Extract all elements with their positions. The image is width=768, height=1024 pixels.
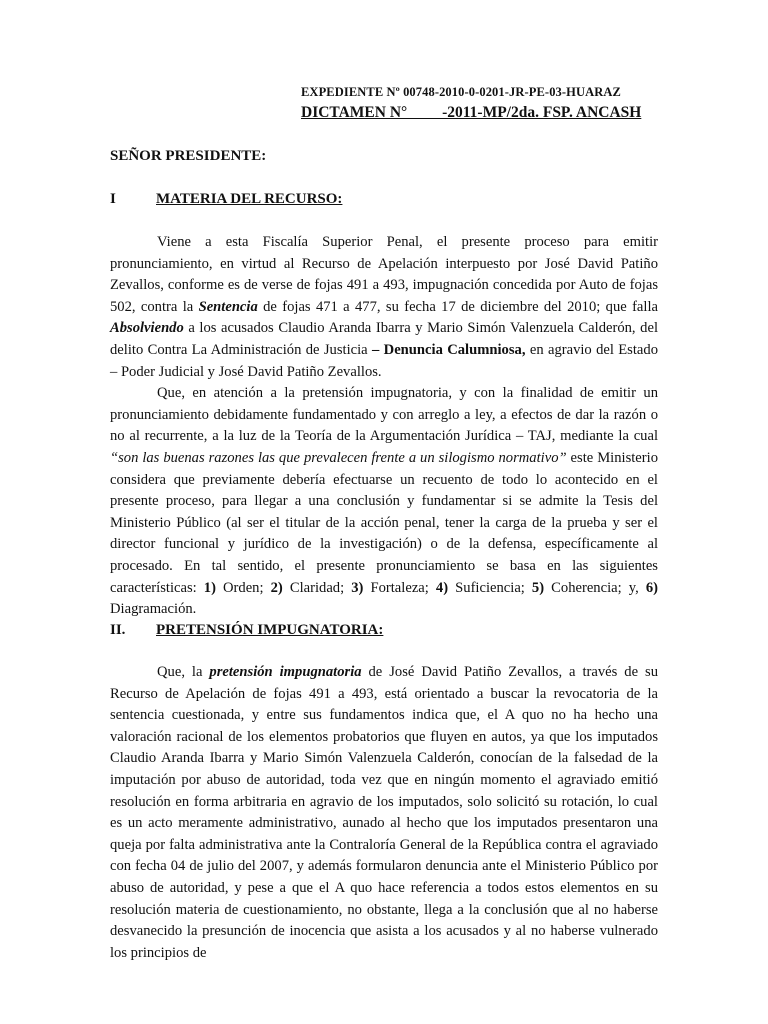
section-2-paragraph-1 — [110, 662, 658, 964]
section-1-paragraph-2 — [110, 383, 658, 621]
list-number: 5) — [531, 579, 545, 596]
text-run: Que, la — [157, 664, 210, 680]
section-2-title-text: PRETENSIÓN IMPUGNATORIA: — [156, 622, 384, 638]
section-2-title — [156, 622, 383, 639]
text-run: Claridad; — [282, 579, 352, 596]
section-1-title-text: MATERIA DEL RECURSO: — [156, 191, 343, 207]
text-run: Orden; — [215, 579, 271, 596]
text-run: de José David Patiño Zevallos, a través de su Recurso de Apelación de fojas 491 a 493, está orientado a buscar la revocatoria de la sentencia cuestionada, y entre sus fundamentos indica que, el A quo no ha hecho una valoración racional de los elementos probatorios que fluyen en autos, ya que los imputados Claudio Aranda Ibarra y Mario Simón Valenzuela Calderón, conocían de la falsedad de la imputación por abuso de autoridad, toda vez que en ningún momento el agraviado emitió resolución en forma arbitraria en agravio de los imputados, solo solicitó su rotación, lo cual es un acto meramente administrativo, aunado al hecho que los imputados presentaron una queja por falta administrativa ante la Contraloría General de la República contra el agraviado con fecha 04 de julio del 2007, y además formularon denuncia ante el Ministerio Público por abuso de autoridad, y pese a que el A quo hace referencia a todos estos elementos en su resolución materia de cuestionamiento, no obstante, llega a la conclusión que al no haberse desvanecido la presunción de inocencia que asista a los acusados y al no haberse vulnerado los principios de — [110, 664, 659, 961]
quote-italic: “son las buenas razones las que prevalecen frente a un silogismo normativo” — [110, 449, 567, 466]
section-1-paragraph-1 — [110, 232, 658, 383]
section-2-body — [110, 662, 658, 964]
section-1-title — [156, 191, 342, 208]
text-run: Diagramación. — [110, 601, 197, 618]
text-run: este Ministerio considera que previamente debería efectuarse un recuento de todo lo acontecido en el presente proceso, para llegar a una conclusión y fundamentar si se admite la Tesis del Ministerio Público (al ser el titular de la acción penal, tener la carga de la prueba y ser el director funcional y jurídico de la investigación) o de la defensa, específicamente al procesado. En tal sentido, el presente pronunciamiento se basa en las siguientes características: — [110, 449, 658, 596]
emphasis-absolviendo: Absolviendo — [110, 320, 184, 337]
text-run: de fojas 471 a 477, su fecha 17 de diciembre del 2010; que falla — [257, 298, 658, 315]
list-number: 1) — [203, 579, 216, 596]
list-number: 2) — [270, 579, 283, 596]
section-1-body — [110, 232, 658, 621]
list-number: 6) — [645, 579, 658, 596]
list-number: 3) — [351, 579, 364, 596]
dictamen-number: DICTAMEN N° -2011-MP/2da. FSP. ANCASH — [301, 104, 642, 121]
emphasis-denuncia: – Denuncia Calumniosa, — [372, 341, 526, 358]
text-run: en agravio del Estado – Poder Judicial y José David Patiño Zevallos. — [110, 341, 658, 380]
text-run: Suficiencia; — [448, 579, 532, 596]
list-number: 4) — [435, 579, 449, 596]
section-1-number: I — [110, 191, 116, 207]
emphasis-sentencia: Sentencia — [198, 298, 258, 315]
expediente-number: EXPEDIENTE Nº 00748-2010-0-0201-JR-PE-03-HUARAZ — [301, 85, 621, 99]
text-run: Fortaleza; — [363, 579, 436, 596]
text-run: Que, en atención a la pretensión impugnatoria, y con la finalidad de emitir un pronunciamiento debidamente fundamentado y con arreglo a ley, a efectos de dar la razón o no al recurrente, a la luz de la Teoría de la Argumentación Jurídica – TAJ, mediante la cual — [110, 385, 658, 445]
text-run: Viene a esta Fiscalía Superior Penal, el presente proceso para emitir pronunciamiento, en virtud al Recurso de Apelación interpuesto por José David Patiño Zevallos, conforme es de verse de fojas 491 a 493, impugnación concedida por Auto de fojas 502, contra la — [110, 234, 658, 315]
section-2-number: II. — [110, 622, 126, 638]
emphasis-pretension: pretensión impugnatoria — [209, 664, 362, 680]
salutation: SEÑOR PRESIDENTE: — [110, 148, 267, 164]
text-run: a los acusados Claudio Aranda Ibarra y Mario Simón Valenzuela Calderón, del delito Contra La Administración de Justicia — [110, 320, 658, 358]
text-run: Coherencia; y, — [544, 579, 646, 596]
